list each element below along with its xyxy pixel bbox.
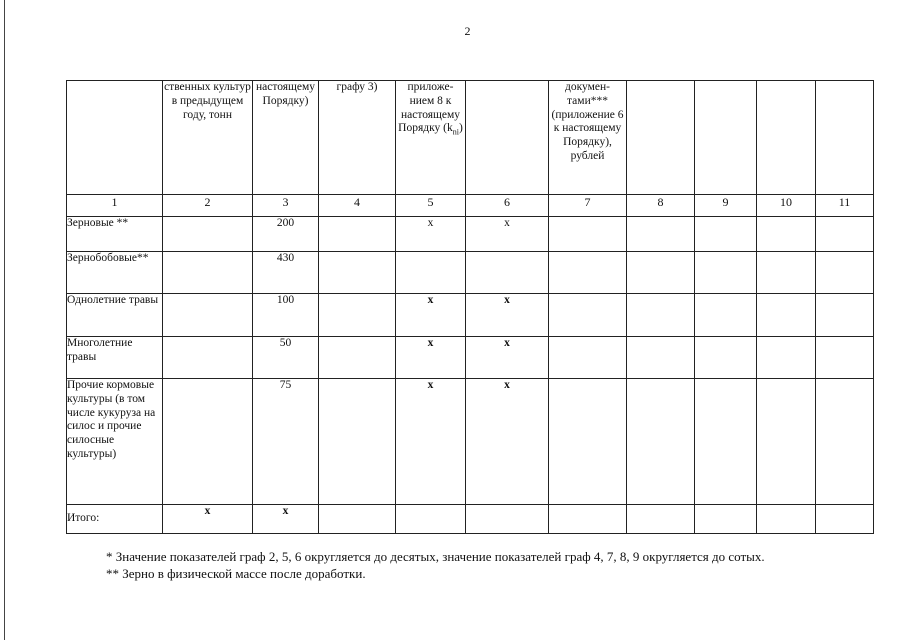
cell-col7: [549, 379, 627, 505]
cell-col8: [627, 294, 695, 337]
cell-col5: [396, 252, 466, 294]
cell-col6: x: [466, 217, 549, 252]
column-number: 9: [695, 195, 757, 217]
header-cell-10: [757, 81, 816, 195]
footnote-2: ** Зерно в физической массе после доработки.: [106, 565, 366, 581]
cell-col2: [163, 252, 253, 294]
header-cell-6: [466, 81, 549, 195]
cell-col5: x: [396, 294, 466, 337]
header-cell-5: [396, 81, 466, 195]
cell-col7: [549, 337, 627, 379]
cell-col10: [757, 217, 816, 252]
cell-col11: [816, 337, 874, 379]
header-cell-5-subscript: ni: [452, 127, 459, 137]
column-number: 1: [67, 195, 163, 217]
row-name: Зернобобовые**: [67, 252, 163, 294]
cell-col4: [319, 337, 396, 379]
column-number: 7: [549, 195, 627, 217]
column-number: 3: [253, 195, 319, 217]
cell-col10: [757, 379, 816, 505]
header-cell-5-text: приложе-нием 8 к настоящему Порядку (k: [398, 81, 461, 135]
column-number: 8: [627, 195, 695, 217]
row-name: Многолетние травы: [67, 337, 163, 379]
header-cell-3: настоящему Порядку): [253, 81, 319, 195]
cell-col9: [695, 337, 757, 379]
cell-col10: [757, 294, 816, 337]
cell-col5: x: [396, 379, 466, 505]
row-name: Прочие кормовые культуры (в том числе кукуруза на силос и прочие силосные культуры): [67, 379, 163, 505]
cell-col3: x: [253, 505, 319, 534]
cell-col7: [549, 294, 627, 337]
cell-col9: [695, 505, 757, 534]
header-cell-11: [816, 81, 874, 195]
cell-col11: [816, 217, 874, 252]
cell-col8: [627, 337, 695, 379]
cell-col3: 200: [253, 217, 319, 252]
cell-col2: x: [163, 505, 253, 534]
cell-col7: [549, 217, 627, 252]
cell-col4: [319, 505, 396, 534]
cell-col6: x: [466, 379, 549, 505]
header-cell-4: графу 3): [319, 81, 396, 195]
column-number: 10: [757, 195, 816, 217]
cell-col2: [163, 217, 253, 252]
cell-col5: [396, 505, 466, 534]
cell-col3: 50: [253, 337, 319, 379]
column-number: 11: [816, 195, 874, 217]
cell-col9: [695, 294, 757, 337]
cell-col3: 100: [253, 294, 319, 337]
cell-col11: [816, 252, 874, 294]
cell-col8: [627, 252, 695, 294]
cell-col10: [757, 252, 816, 294]
cell-col11: [816, 294, 874, 337]
footnote-1: * Значение показателей граф 2, 5, 6 округляется до десятых, значение показателей граф 4, 7, 8, 9 округляется до сотых.: [106, 549, 765, 564]
header-cell-5-suffix: ): [458, 122, 463, 135]
header-row: [67, 81, 874, 195]
cell-col5: x: [396, 337, 466, 379]
cell-col4: [319, 379, 396, 505]
cell-col9: [695, 379, 757, 505]
cell-col7: [549, 505, 627, 534]
cell-col11: [816, 379, 874, 505]
cell-col4: [319, 252, 396, 294]
cell-col8: [627, 379, 695, 505]
table-row: [67, 379, 874, 505]
column-number-row: [67, 195, 874, 217]
cell-col2: [163, 337, 253, 379]
header-cell-9: [695, 81, 757, 195]
header-cell-7: докумен-тами*** (приложение 6 к настоящему Порядку), рублей: [549, 81, 627, 195]
column-number: 2: [163, 195, 253, 217]
table-row: [67, 505, 874, 534]
row-name: Однолетние травы: [67, 294, 163, 337]
cell-col2: [163, 379, 253, 505]
row-name: Итого:: [67, 505, 163, 534]
cell-col9: [695, 217, 757, 252]
page-number: 2: [464, 24, 471, 38]
cell-col8: [627, 217, 695, 252]
column-number: 6: [466, 195, 549, 217]
cell-col8: [627, 505, 695, 534]
header-cell-2: ственных культур в предыдущем году, тонн: [163, 81, 253, 195]
cell-col6: x: [466, 337, 549, 379]
header-cell-1: [67, 81, 163, 195]
column-number: 5: [396, 195, 466, 217]
cell-col9: [695, 252, 757, 294]
table-row: [67, 337, 874, 379]
cell-col4: [319, 217, 396, 252]
cell-col6: x: [466, 294, 549, 337]
row-name: Зерновые **: [67, 217, 163, 252]
cell-col2: [163, 294, 253, 337]
table-row: [67, 294, 874, 337]
cell-col6: [466, 252, 549, 294]
cell-col3: 430: [253, 252, 319, 294]
table-row: [67, 252, 874, 294]
page-left-border: [4, 0, 5, 640]
cell-col11: [816, 505, 874, 534]
cell-col10: [757, 505, 816, 534]
data-table: [66, 80, 874, 534]
cell-col5: x: [396, 217, 466, 252]
table-row: [67, 217, 874, 252]
cell-col10: [757, 337, 816, 379]
cell-col4: [319, 294, 396, 337]
cell-col3: 75: [253, 379, 319, 505]
cell-col6: [466, 505, 549, 534]
column-number: 4: [319, 195, 396, 217]
header-cell-8: [627, 81, 695, 195]
footnotes: [106, 549, 765, 583]
cell-col7: [549, 252, 627, 294]
